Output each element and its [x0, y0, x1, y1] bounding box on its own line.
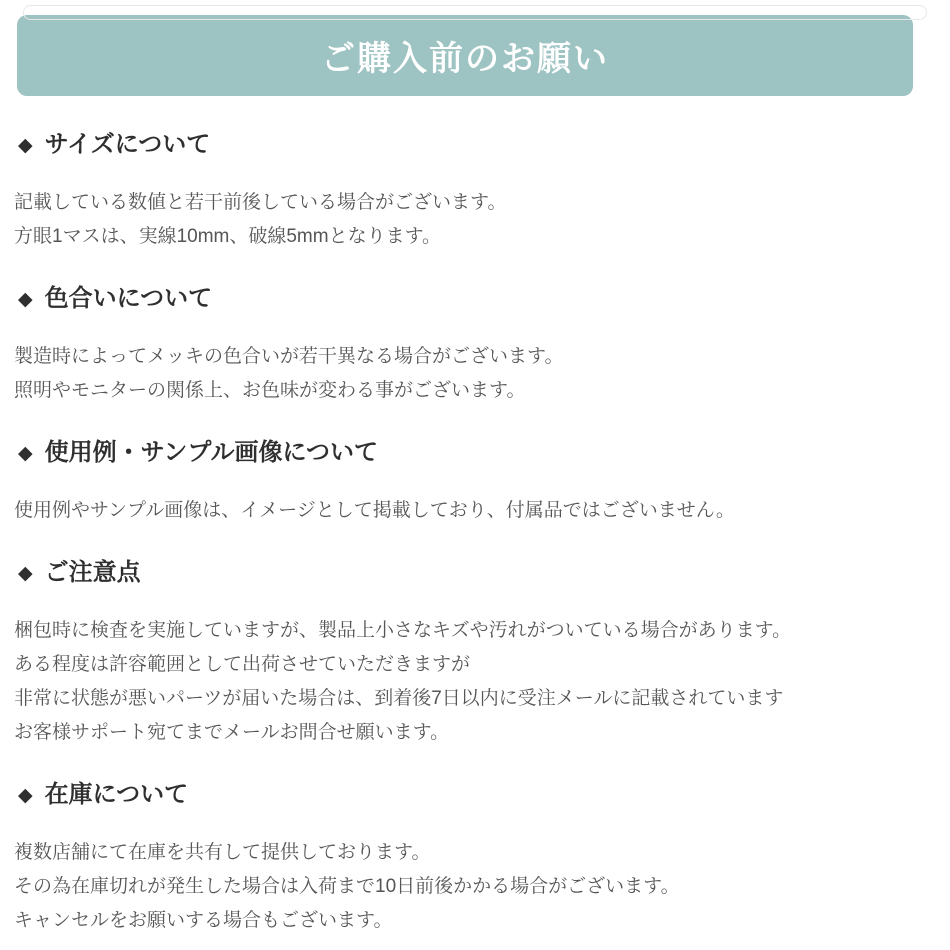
section-sample-images-body: [14, 494, 930, 528]
diamond-bullet-icon: ◆: [18, 443, 33, 464]
diamond-bullet-icon: ◆: [18, 135, 33, 156]
section-cautions: [14, 560, 930, 750]
body-line: 製造時によってメッキの色合いが若干異なる場合がございます。: [14, 346, 564, 367]
body-line: 非常に状態が悪いパーツが届いた場合は、到着後7日以内に受注メールに記載されています: [14, 688, 784, 709]
diamond-bullet-icon: ◆: [18, 289, 33, 310]
body-line: 複数店舗にて在庫を共有して提供しております。: [14, 842, 431, 863]
section-stock-body: [14, 836, 930, 938]
section-cautions-body: [14, 614, 930, 750]
section-heading-text: 在庫について: [44, 781, 189, 808]
body-line: その為在庫切れが発生した場合は入荷まで10日前後かかる場合がございます。: [14, 876, 680, 897]
body-line: 方眼1マスは、実線10mm、破線5mmとなります。: [14, 226, 442, 247]
section-heading-text: ご注意点: [44, 559, 141, 586]
section-cautions-heading: [18, 560, 930, 586]
section-size: [14, 132, 930, 254]
section-size-body: [14, 186, 930, 254]
section-heading-text: サイズについて: [44, 131, 211, 158]
section-sample-images: [14, 440, 930, 528]
diamond-bullet-icon: ◆: [18, 785, 33, 806]
section-stock: [14, 782, 930, 938]
section-size-heading: [18, 132, 930, 158]
section-color-body: [14, 340, 930, 408]
section-stock-heading: [18, 782, 930, 808]
body-line: 照明やモニターの関係上、お色味が変わる事がございます。: [14, 380, 526, 401]
section-heading-text: 使用例・サンプル画像について: [44, 439, 378, 466]
diamond-bullet-icon: ◆: [18, 563, 33, 584]
body-line: お客様サポート宛てまでメールお問合せ願います。: [14, 722, 450, 743]
section-heading-text: 色合いについて: [44, 285, 213, 312]
body-line: 使用例やサンプル画像は、イメージとして掲載しており、付属品ではございません。: [14, 500, 735, 521]
section-sample-images-heading: [18, 440, 930, 466]
section-color: [14, 286, 930, 408]
body-line: 梱包時に検査を実施していますが、製品上小さなキズや汚れがついている場合があります。: [14, 620, 792, 641]
page-title-banner: [17, 15, 913, 96]
body-line: キャンセルをお願いする場合もございます。: [14, 910, 393, 931]
section-color-heading: [18, 286, 930, 312]
body-line: 記載している数値と若干前後している場合がございます。: [14, 192, 507, 213]
notice-content: [0, 132, 950, 938]
page-title: ご購入前のお願い: [321, 40, 609, 78]
body-line: ある程度は許容範囲として出荷させていただきますが: [14, 654, 471, 675]
